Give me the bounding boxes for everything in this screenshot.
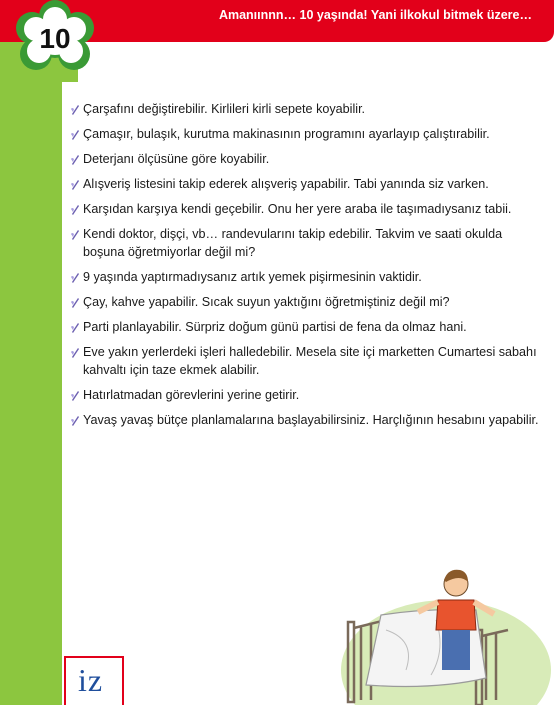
list-item — [70, 411, 540, 429]
pencil-hand-icon — [70, 321, 80, 333]
pencil-hand-icon — [70, 414, 80, 426]
pencil-hand-icon — [70, 271, 80, 283]
tips-list — [70, 100, 540, 436]
list-item-text: Çay, kahve yapabilir. Sıcak suyun yaktığını öğretmiştiniz değil mi? — [83, 295, 450, 309]
list-item — [70, 343, 540, 379]
pencil-hand-icon — [70, 103, 80, 115]
list-item — [70, 100, 540, 118]
list-item — [70, 293, 540, 311]
pencil-hand-icon — [70, 228, 80, 240]
iz-logo — [64, 656, 124, 705]
green-sidebar — [0, 42, 62, 705]
list-item-text: Deterjanı ölçüsüne göre koyabilir. — [83, 152, 270, 166]
list-item-text: Alışveriş listesini takip ederek alışveriş yapabilir. Tabi yanında siz varken. — [83, 177, 489, 191]
pencil-hand-icon — [70, 178, 80, 190]
list-item — [70, 386, 540, 404]
list-item-text: Eve yakın yerlerdeki işleri halledebilir. Mesela site içi marketten Cumartesi sabahı kahvaltı için taze ekmek alabilir. — [83, 345, 537, 377]
list-item — [70, 125, 540, 143]
pencil-hand-icon — [70, 346, 80, 358]
list-item-text: Parti planlayabilir. Sürpriz doğum günü partisi de fena da olmaz hani. — [83, 320, 467, 334]
list-item — [70, 175, 540, 193]
list-item — [70, 268, 540, 286]
list-item — [70, 225, 540, 261]
list-item-text: Hatırlatmadan görevlerini yerine getirir. — [83, 388, 300, 402]
pencil-hand-icon — [70, 128, 80, 140]
header-title: Amanıınnn… 10 yaşında! Yani ilkokul bitmek üzere… — [218, 8, 532, 22]
list-item-text: Kendi doktor, dişçi, vb… randevularını takip edebilir. Takvim ve saati okulda boşuna öğretmiyorlar değil mi? — [83, 227, 503, 259]
list-item-text: Çamaşır, bulaşık, kurutma makinasının programını ayarlayıp çalıştırabilir. — [83, 127, 490, 141]
boy-making-bed-illustration — [326, 560, 554, 705]
list-item — [70, 150, 540, 168]
list-item-text: Karşıdan karşıya kendi geçebilir. Onu her yere araba ile taşımadıysanız tabii. — [83, 202, 512, 216]
list-item-text: Yavaş yavaş bütçe planlamalarına başlayabilirsiniz. Harçlığının hesabını yapabilir. — [83, 413, 539, 427]
pencil-hand-icon — [70, 203, 80, 215]
logo-text: iz — [78, 662, 104, 698]
list-item-text: 9 yaşında yaptırmadıysanız artık yemek pişirmesinin vaktidir. — [83, 270, 422, 284]
flower-icon — [14, 0, 96, 76]
list-item-text: Çarşafını değiştirebilir. Kirlileri kirli sepete koyabilir. — [83, 102, 366, 116]
list-item — [70, 318, 540, 336]
badge-number: 10 — [39, 23, 71, 54]
pencil-hand-icon — [70, 389, 80, 401]
list-item — [70, 200, 540, 218]
pencil-hand-icon — [70, 296, 80, 308]
number-badge — [14, 0, 96, 76]
pencil-hand-icon — [70, 153, 80, 165]
